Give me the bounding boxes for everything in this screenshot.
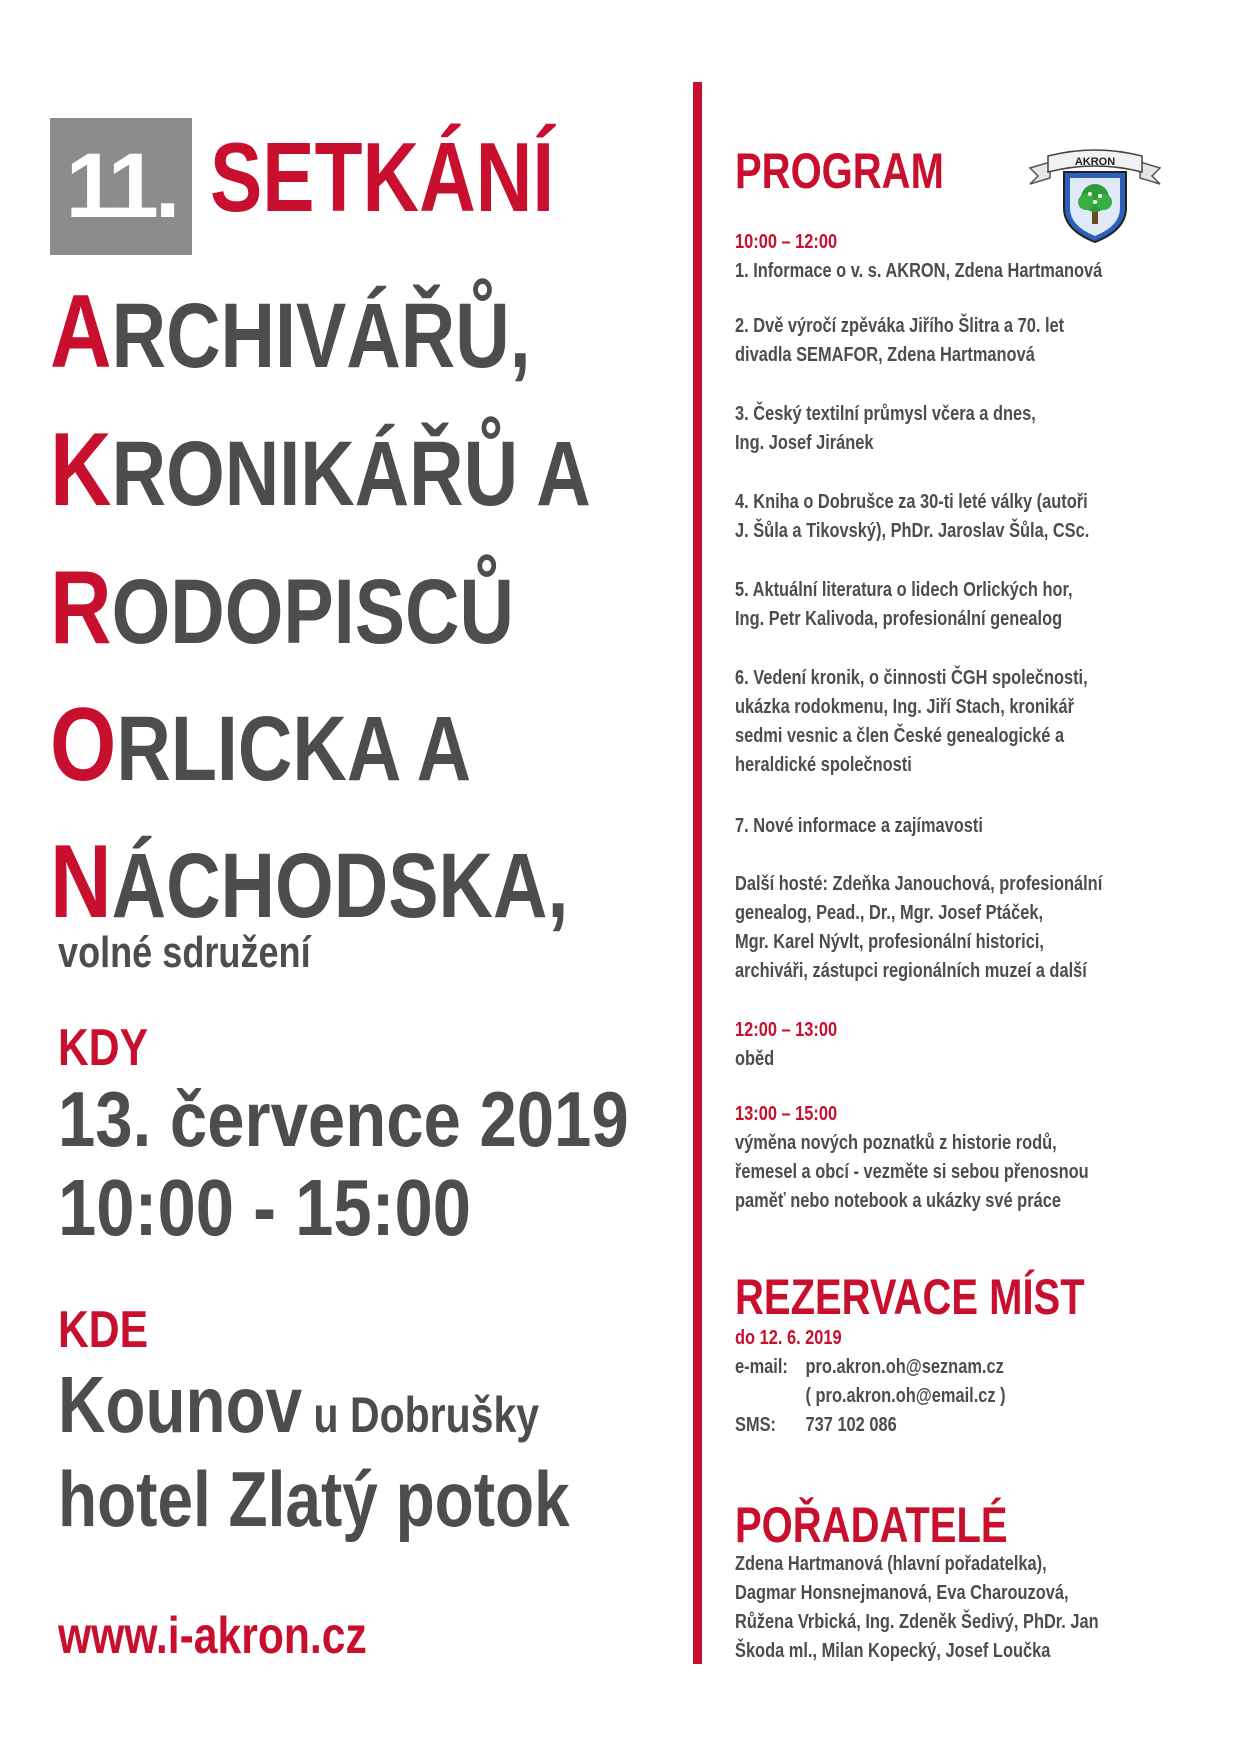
- edition-number: 11.: [50, 118, 192, 255]
- place-main: Kounov: [58, 1360, 303, 1449]
- when-label: KDY: [58, 1019, 149, 1077]
- title-rest: ODOPISCŮ: [111, 561, 514, 663]
- slot-time: 13:00 – 15:00: [735, 1103, 838, 1125]
- program-item: Další hosté: Zdeňka Janouchová, profesionální: [735, 873, 1103, 895]
- program-item: 3. Český textilní průmysl včera a dnes,: [735, 403, 1036, 425]
- slot-time: 12:00 – 13:00: [735, 1019, 838, 1041]
- program-item: 6. Vedení kronik, o činnosti ČGH společnosti,: [735, 667, 1088, 689]
- title-line: [50, 824, 569, 940]
- title-rest: RLICKA A: [116, 698, 472, 800]
- email-label: e-mail:: [735, 1356, 788, 1378]
- organizers-list: [735, 1550, 1170, 1666]
- program-item: J. Šůla a Tikovský), PhDr. Jaroslav Šůla, CSc.: [735, 520, 1090, 542]
- slot-text: oběd: [735, 1048, 775, 1070]
- title-initial: N: [50, 824, 112, 940]
- program-item-3: [735, 400, 1170, 458]
- title-initial: K: [50, 412, 112, 528]
- sms-number: 737 102 086: [805, 1414, 897, 1436]
- subtitle: volné sdružení: [58, 928, 311, 977]
- title-line: [50, 274, 531, 390]
- program-item: 4. Kniha o Dobrušce za 30-ti leté války (autoři: [735, 491, 1088, 513]
- program-item-4: [735, 488, 1170, 546]
- email-row: [735, 1353, 1170, 1382]
- reservation-details: [735, 1324, 1170, 1440]
- program-item: Ing. Petr Kalivoda, profesionální genealog: [735, 608, 1063, 630]
- sms-row: [735, 1411, 1170, 1440]
- program-item-6: [735, 664, 1170, 780]
- email-address[interactable]: pro.akron.oh@seznam.cz: [805, 1356, 1004, 1378]
- where-label: KDE: [58, 1301, 149, 1359]
- program-item-7: [735, 812, 1170, 841]
- event-venue: hotel Zlatý potok: [58, 1455, 570, 1543]
- program-item: Mgr. Karel Nývlt, profesionální historici,: [735, 931, 1044, 953]
- guests-block: [735, 870, 1170, 986]
- slot-text: výměna nových poznatků z historie rodů,: [735, 1132, 1057, 1154]
- program-slot-3: [735, 1100, 1170, 1216]
- title-initial: R: [50, 550, 112, 666]
- sms-label: SMS:: [735, 1414, 776, 1436]
- title-line: [50, 687, 472, 803]
- organizer-line: Růžena Vrbická, Ing. Zdeněk Šedivý, PhDr. Jan: [735, 1611, 1099, 1633]
- email-row-2: [735, 1382, 1170, 1411]
- title-rest: RONIKÁŘŮ A: [111, 423, 591, 525]
- slot-text: paměť nebo notebook a ukázky své práce: [735, 1190, 1061, 1212]
- title-initial: A: [50, 274, 112, 390]
- title-rest: RCHIVÁŘŮ,: [111, 285, 531, 387]
- reservation-deadline: do 12. 6. 2019: [735, 1327, 842, 1349]
- program-item: archiváři, zástupci regionálních muzeí a další: [735, 960, 1087, 982]
- program-item: 2. Dvě výročí zpěváka Jiřího Šlitra a 70. let: [735, 315, 1065, 337]
- event-place: [58, 1360, 540, 1449]
- website-link[interactable]: www.i-akron.cz: [58, 1607, 367, 1665]
- organizers-heading: POŘADATELÉ: [735, 1497, 1008, 1553]
- program-item: heraldické společnosti: [735, 754, 912, 776]
- email-address-alt[interactable]: ( pro.akron.oh@email.cz ): [805, 1385, 1006, 1407]
- program-item: 5. Aktuální literatura o lidech Orlických hor,: [735, 579, 1073, 601]
- program-slot-1: [735, 228, 1170, 286]
- event-date: 13. července 2019: [58, 1075, 629, 1163]
- slot-time: 10:00 – 12:00: [735, 231, 838, 253]
- reservation-heading: REZERVACE MÍST: [735, 1269, 1085, 1325]
- program-item: ukázka rodokmenu, Ing. Jiří Stach, kronikář: [735, 696, 1075, 718]
- column-divider: [693, 82, 702, 1664]
- organizer-line: Zdena Hartmanová (hlavní pořadatelka),: [735, 1553, 1047, 1575]
- program-item-2: [735, 312, 1170, 370]
- setkani-heading: SETKÁNÍ: [210, 122, 555, 232]
- program-slot-2: [735, 1016, 1170, 1074]
- organizer-line: Dagmar Honsnejmanová, Eva Charouzová,: [735, 1582, 1069, 1604]
- title-rest: ÁCHODSKA,: [111, 835, 569, 937]
- program-item: Ing. Josef Jiránek: [735, 432, 874, 454]
- slot-text: řemesel a obcí - vezměte si sebou přenosnou: [735, 1161, 1089, 1183]
- organizer-line: Škoda ml., Milan Kopecký, Josef Loučka: [735, 1640, 1051, 1662]
- program-item: sedmi vesnic a člen České genealogické a: [735, 725, 1065, 747]
- logo-text: AKRON: [1074, 156, 1116, 168]
- place-small: u Dobrušky: [302, 1387, 540, 1443]
- program-item: divadla SEMAFOR, Zdena Hartmanová: [735, 344, 1035, 366]
- program-item: genealog, Pead., Dr., Mgr. Josef Ptáček,: [735, 902, 1044, 924]
- program-item: 7. Nové informace a zajímavosti: [735, 815, 983, 837]
- program-heading: PROGRAM: [735, 143, 944, 199]
- title-line: [50, 550, 514, 666]
- event-time: 10:00 - 15:00: [58, 1163, 472, 1252]
- program-item-5: [735, 576, 1170, 634]
- program-item: 1. Informace o v. s. AKRON, Zdena Hartmanová: [735, 260, 1103, 282]
- title-initial: O: [50, 687, 117, 803]
- title-line: [50, 412, 591, 528]
